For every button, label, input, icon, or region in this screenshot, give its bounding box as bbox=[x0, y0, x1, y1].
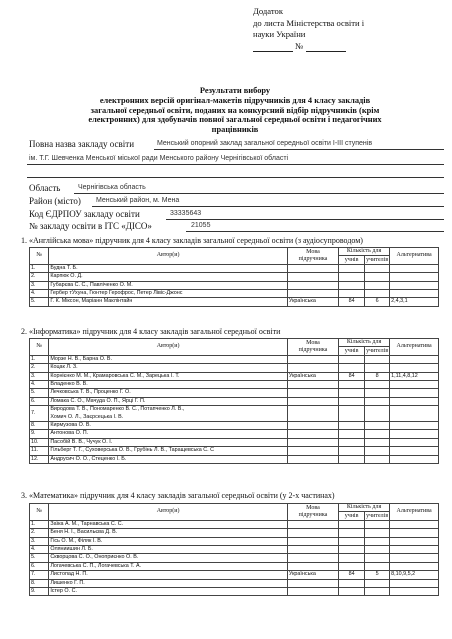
row-alternative bbox=[390, 364, 439, 372]
header-language bbox=[287, 504, 338, 521]
header-language-line-2: підручника bbox=[298, 255, 328, 262]
table-row bbox=[30, 422, 439, 430]
row-students bbox=[339, 438, 365, 446]
header-language-line-1: Мова bbox=[306, 248, 320, 255]
row-number: 4. bbox=[30, 381, 49, 389]
row-students bbox=[339, 389, 365, 397]
row-author-text: Гербер тУхуна, Гюнтер Герофрос, Петер Лівіс-Джонс bbox=[50, 290, 183, 296]
row-language bbox=[287, 406, 338, 422]
table-row bbox=[30, 281, 439, 289]
row-students bbox=[339, 546, 365, 554]
row-author-text: Беня Н. І., Васильєва Д. В. bbox=[50, 529, 118, 536]
row-author bbox=[49, 430, 288, 438]
table-row bbox=[30, 529, 439, 537]
row-teachers bbox=[365, 520, 390, 528]
row-author bbox=[49, 588, 288, 596]
row-language bbox=[287, 447, 338, 455]
header-number: № bbox=[30, 339, 49, 356]
header-author: Автор(и) bbox=[49, 339, 288, 356]
row-language bbox=[287, 520, 338, 528]
row-alternative bbox=[390, 355, 439, 363]
row-author bbox=[49, 264, 288, 272]
row-alternative bbox=[390, 579, 439, 587]
row-author-text: Корнієнко М. М., Крамаровська С. М., Зарецька І. Т. bbox=[50, 372, 180, 379]
district-label: Район (місто) bbox=[29, 196, 81, 206]
row-author bbox=[49, 579, 288, 587]
row-author bbox=[49, 273, 288, 281]
row-number: 6. bbox=[30, 562, 49, 570]
region-label: Область bbox=[29, 183, 61, 193]
row-author bbox=[49, 290, 288, 298]
row-teachers bbox=[365, 355, 390, 363]
table-row bbox=[30, 406, 439, 422]
row-alternative bbox=[390, 537, 439, 545]
row-number: 10. bbox=[30, 438, 49, 446]
row-number: 7. bbox=[30, 406, 49, 422]
table-row bbox=[30, 579, 439, 587]
row-language bbox=[287, 389, 338, 397]
header-language-line-1: Мова bbox=[306, 339, 320, 346]
table-row bbox=[30, 455, 439, 463]
row-author bbox=[49, 546, 288, 554]
row-author-text: Морзе Н. В., Барна О. В. bbox=[50, 355, 112, 362]
appendix-number-line bbox=[253, 41, 364, 53]
row-author-text: Будна Т. Б. bbox=[50, 264, 78, 271]
row-number: 8. bbox=[30, 422, 49, 430]
row-teachers bbox=[365, 430, 390, 438]
row-students: 84 bbox=[339, 571, 365, 579]
row-author-text: Заїка А. М., Тарнавська С. С. bbox=[50, 520, 124, 527]
row-teachers bbox=[365, 422, 390, 430]
row-language bbox=[287, 355, 338, 363]
row-teachers bbox=[365, 529, 390, 537]
row-number: 3. bbox=[30, 281, 49, 289]
row-alternative bbox=[390, 281, 439, 289]
school-name-label: Повна назва закладу освіти bbox=[29, 139, 135, 149]
table-row bbox=[30, 447, 439, 455]
row-author bbox=[49, 406, 288, 422]
section-2-title: 2. «Інформатика» підручник для 4 класу закладів загальної середньої освіти bbox=[21, 327, 281, 336]
header-language-line-1: Мова bbox=[306, 504, 320, 511]
row-number: 1. bbox=[30, 355, 49, 363]
row-teachers bbox=[365, 554, 390, 562]
row-language bbox=[287, 562, 338, 570]
row-alternative bbox=[390, 520, 439, 528]
table-row bbox=[30, 554, 439, 562]
row-alternative bbox=[390, 381, 439, 389]
table-row bbox=[30, 381, 439, 389]
row-teachers bbox=[365, 381, 390, 389]
table-row bbox=[30, 364, 439, 372]
row-teachers: 5 bbox=[365, 571, 390, 579]
row-students bbox=[339, 281, 365, 289]
row-number: 5. bbox=[30, 554, 49, 562]
row-teachers bbox=[365, 447, 390, 455]
row-students bbox=[339, 588, 365, 596]
row-language bbox=[287, 455, 338, 463]
row-students: 84 bbox=[339, 298, 365, 306]
row-author-text: Лечковська Т. В., Проценко Г. О. bbox=[50, 389, 131, 396]
row-alternative bbox=[390, 546, 439, 554]
row-language bbox=[287, 281, 338, 289]
table-row bbox=[30, 537, 439, 545]
table-row bbox=[30, 562, 439, 570]
row-number: 2. bbox=[30, 273, 49, 281]
header-language-line-2: підручника bbox=[298, 346, 328, 353]
section-3-title: 3. «Математика» підручник для 4 класу закладів загальної середньої освіти (у 2-х частинах) bbox=[21, 491, 335, 500]
header-language bbox=[287, 248, 338, 265]
row-number: 1. bbox=[30, 520, 49, 528]
appendix-block bbox=[253, 6, 364, 52]
header-alternative: Альтернатива bbox=[390, 248, 439, 265]
row-language bbox=[287, 381, 338, 389]
row-author bbox=[49, 422, 288, 430]
row-author bbox=[49, 364, 288, 372]
table-row bbox=[30, 571, 439, 579]
row-author-text: Виродова Т. В., Пономаренко В. С., Потапченко Л. В., bbox=[50, 406, 185, 413]
row-alternative bbox=[390, 455, 439, 463]
row-teachers bbox=[365, 546, 390, 554]
title-line-4: електронних) для здобувачів повної загальної середньої освіти і педагогічних bbox=[88, 115, 382, 125]
row-author-text: Коцак Л. З. bbox=[50, 364, 78, 371]
row-author bbox=[49, 397, 288, 405]
table-row bbox=[30, 298, 439, 306]
header-quantity: Кількість для bbox=[339, 248, 390, 256]
row-author-text: Скворцова С. О., Оноприєнко О. В. bbox=[50, 554, 139, 561]
row-teachers bbox=[365, 281, 390, 289]
row-teachers bbox=[365, 273, 390, 281]
row-students: 84 bbox=[339, 372, 365, 380]
row-alternative bbox=[390, 529, 439, 537]
row-author-text-2: Хомич О. Л., Заєрсецька І. В. bbox=[50, 413, 124, 420]
row-language: Українська bbox=[287, 298, 338, 306]
row-students bbox=[339, 447, 365, 455]
header-row bbox=[30, 504, 439, 512]
row-teachers bbox=[365, 455, 390, 463]
row-alternative bbox=[390, 290, 439, 298]
appendix-line-2: до листа Міністерства освіти і bbox=[253, 17, 365, 28]
row-students bbox=[339, 406, 365, 422]
row-teachers bbox=[365, 264, 390, 272]
header-row bbox=[30, 339, 439, 347]
row-language bbox=[287, 397, 338, 405]
row-author bbox=[49, 372, 288, 380]
section-1-table bbox=[29, 247, 439, 307]
row-author-text: Істер О. С. bbox=[50, 588, 77, 595]
row-language bbox=[287, 537, 338, 545]
row-students bbox=[339, 273, 365, 281]
header-students: учнів bbox=[339, 347, 365, 355]
table-row bbox=[30, 355, 439, 363]
row-language: Українська bbox=[287, 372, 338, 380]
title-line-3: загальної середньої освіти, поданих на конкурсний відбір підручників (крім bbox=[90, 105, 380, 115]
row-language bbox=[287, 364, 338, 372]
appendix-line-3: науки України bbox=[253, 29, 306, 39]
row-students bbox=[339, 430, 365, 438]
row-language bbox=[287, 430, 338, 438]
row-language bbox=[287, 579, 338, 587]
row-language bbox=[287, 264, 338, 272]
header-language bbox=[287, 339, 338, 356]
row-number: 2. bbox=[30, 364, 49, 372]
row-author-text: Андрусич О. О., Стеценко І. Б. bbox=[50, 455, 127, 462]
table-row bbox=[30, 546, 439, 554]
row-language bbox=[287, 422, 338, 430]
row-author-text: Логачевська С. П., Логачевська Т. А. bbox=[50, 562, 142, 569]
title-line-2: електронних версій оригінал-макетів підручників для 4 класу закладів bbox=[99, 95, 371, 105]
row-students bbox=[339, 520, 365, 528]
row-students bbox=[339, 579, 365, 587]
table-row bbox=[30, 264, 439, 272]
row-language bbox=[287, 273, 338, 281]
header-students: учнів bbox=[339, 512, 365, 520]
row-teachers bbox=[365, 588, 390, 596]
number-sign: № bbox=[295, 40, 304, 51]
row-author bbox=[49, 381, 288, 389]
section-2-table bbox=[29, 338, 439, 464]
region-value: Чернігівська область bbox=[78, 184, 146, 191]
row-alternative bbox=[390, 422, 439, 430]
header-quantity: Кількість для bbox=[339, 504, 390, 512]
row-students bbox=[339, 455, 365, 463]
table-row bbox=[30, 430, 439, 438]
row-students bbox=[339, 529, 365, 537]
row-language bbox=[287, 438, 338, 446]
title-line-1: Результати вибору bbox=[199, 86, 271, 95]
row-alternative bbox=[390, 430, 439, 438]
row-author bbox=[49, 355, 288, 363]
row-students bbox=[339, 290, 365, 298]
row-teachers bbox=[365, 389, 390, 397]
row-students bbox=[339, 562, 365, 570]
row-teachers bbox=[365, 406, 390, 422]
row-author bbox=[49, 389, 288, 397]
section-3-table bbox=[29, 503, 439, 596]
row-students bbox=[339, 422, 365, 430]
header-author: Автор(и) bbox=[49, 248, 288, 265]
row-alternative bbox=[390, 264, 439, 272]
row-author bbox=[49, 537, 288, 545]
row-author bbox=[49, 554, 288, 562]
row-author-text: Гільберг Т. Г., Суховерська О. В., Грубінь Л. В., Таращевська С. С bbox=[50, 447, 215, 454]
row-language bbox=[287, 290, 338, 298]
row-alternative bbox=[390, 588, 439, 596]
row-author-text: Антонова О. П. bbox=[50, 430, 89, 437]
header-number: № bbox=[30, 248, 49, 265]
row-teachers bbox=[365, 397, 390, 405]
row-author-text: Карпюк О. Д. bbox=[50, 273, 83, 280]
table-row bbox=[30, 389, 439, 397]
row-author-text: Листопад Н. П. bbox=[50, 571, 88, 578]
row-alternative bbox=[390, 438, 439, 446]
row-number: 1. bbox=[30, 264, 49, 272]
row-students bbox=[339, 554, 365, 562]
row-teachers: 8 bbox=[365, 372, 390, 380]
header-language-line-2: підручника bbox=[298, 511, 328, 518]
row-author-text: Кирмузова О. В. bbox=[50, 422, 91, 429]
row-number: 4. bbox=[30, 290, 49, 298]
row-students bbox=[339, 264, 365, 272]
row-students bbox=[339, 397, 365, 405]
row-author-text: Владенко В. В. bbox=[50, 381, 88, 387]
row-author bbox=[49, 438, 288, 446]
row-number: 8. bbox=[30, 579, 49, 587]
row-students bbox=[339, 364, 365, 372]
row-teachers bbox=[365, 364, 390, 372]
header-alternative: Альтернатива bbox=[390, 504, 439, 521]
document-title bbox=[30, 86, 440, 135]
row-author-text: Пасобій В. В., Чучук О. І. bbox=[50, 438, 113, 445]
row-alternative bbox=[390, 554, 439, 562]
table-row bbox=[30, 290, 439, 298]
appendix-line-1: Додаток bbox=[253, 6, 283, 16]
table-row bbox=[30, 372, 439, 380]
row-number: 5. bbox=[30, 389, 49, 397]
section-1-title: 1. «Англійська мова» підручник для 4 класу закладів загальної середньої освіти (з аудіосупроводом) bbox=[21, 236, 363, 245]
its-number-label: № закладу освіти в ІТС «ДІСО» bbox=[29, 221, 152, 231]
header-author: Автор(и) bbox=[49, 504, 288, 521]
row-author bbox=[49, 298, 288, 306]
header-alternative: Альтернатива bbox=[390, 339, 439, 356]
row-number: 11. bbox=[30, 447, 49, 455]
row-author bbox=[49, 571, 288, 579]
row-students bbox=[339, 381, 365, 389]
school-name-value-2: ім. Т.Г. Шевченка Менської міської ради Менського району Чернігівської області bbox=[29, 155, 289, 162]
row-author-text: Оляниишин Л. Б. bbox=[50, 546, 93, 552]
row-number: 12. bbox=[30, 455, 49, 463]
school-name-value-1: Менський опорний заклад загальної середньої освіти I-III ступенів bbox=[157, 140, 373, 147]
row-author bbox=[49, 447, 288, 455]
table-row bbox=[30, 588, 439, 596]
header-number: № bbox=[30, 504, 49, 521]
table-row bbox=[30, 520, 439, 528]
row-teachers bbox=[365, 537, 390, 545]
row-language bbox=[287, 588, 338, 596]
district-value: Менський район, м. Мена bbox=[96, 197, 180, 204]
row-author bbox=[49, 562, 288, 570]
row-alternative bbox=[390, 562, 439, 570]
row-students bbox=[339, 537, 365, 545]
row-alternative bbox=[390, 447, 439, 455]
row-number: 2. bbox=[30, 529, 49, 537]
row-author bbox=[49, 520, 288, 528]
row-teachers bbox=[365, 290, 390, 298]
table-row bbox=[30, 397, 439, 405]
row-language: Українська bbox=[287, 571, 338, 579]
row-teachers bbox=[365, 562, 390, 570]
row-author-text: Лишенко Г. П. bbox=[50, 579, 85, 586]
header-teachers: учителів bbox=[366, 512, 389, 519]
row-alternative bbox=[390, 406, 439, 422]
row-alternative: 2,4,3,1 bbox=[390, 298, 439, 306]
row-author bbox=[49, 455, 288, 463]
row-author bbox=[49, 529, 288, 537]
row-number: 6. bbox=[30, 397, 49, 405]
table-row bbox=[30, 438, 439, 446]
row-number: 3. bbox=[30, 372, 49, 380]
header-quantity: Кількість для bbox=[339, 339, 390, 347]
row-author-text: Ломака С. О., Мачуда О. П., Ярцi Г. П. bbox=[50, 397, 146, 404]
row-author-text: Гісь О. М., Філяк І. В. bbox=[50, 537, 103, 544]
header-teachers: учителів bbox=[366, 256, 389, 263]
row-number: 4. bbox=[30, 546, 49, 554]
row-alternative bbox=[390, 273, 439, 281]
edrpou-label: Код ЄДРПОУ закладу освіти bbox=[29, 209, 140, 219]
row-number: 9. bbox=[30, 430, 49, 438]
row-number: 5. bbox=[30, 298, 49, 306]
row-author-text: Г. К. Мiксон, Марiанн Маклiнтайн bbox=[50, 298, 133, 305]
row-teachers: 6 bbox=[365, 298, 390, 306]
row-students bbox=[339, 355, 365, 363]
row-number: 3. bbox=[30, 537, 49, 545]
row-number: 9. bbox=[30, 588, 49, 596]
title-line-5: працівників bbox=[211, 125, 259, 135]
row-alternative bbox=[390, 397, 439, 405]
row-teachers bbox=[365, 438, 390, 446]
row-alternative bbox=[390, 389, 439, 397]
header-row bbox=[30, 248, 439, 256]
edrpou-value: 33335643 bbox=[170, 210, 202, 217]
table-row bbox=[30, 273, 439, 281]
row-language bbox=[287, 554, 338, 562]
row-author-text: Губарєва С. С., Павліченко О. М. bbox=[50, 281, 133, 288]
header-teachers: учителів bbox=[366, 347, 389, 354]
row-alternative: 1,11,4,8,12 bbox=[390, 372, 439, 380]
row-language bbox=[287, 529, 338, 537]
row-teachers bbox=[365, 579, 390, 587]
row-number: 7. bbox=[30, 571, 49, 579]
row-author bbox=[49, 281, 288, 289]
its-number-value: 21055 bbox=[191, 222, 211, 229]
row-language bbox=[287, 546, 338, 554]
row-alternative: 8,10,9,5,2 bbox=[390, 571, 439, 579]
header-students: учнів bbox=[339, 256, 365, 264]
